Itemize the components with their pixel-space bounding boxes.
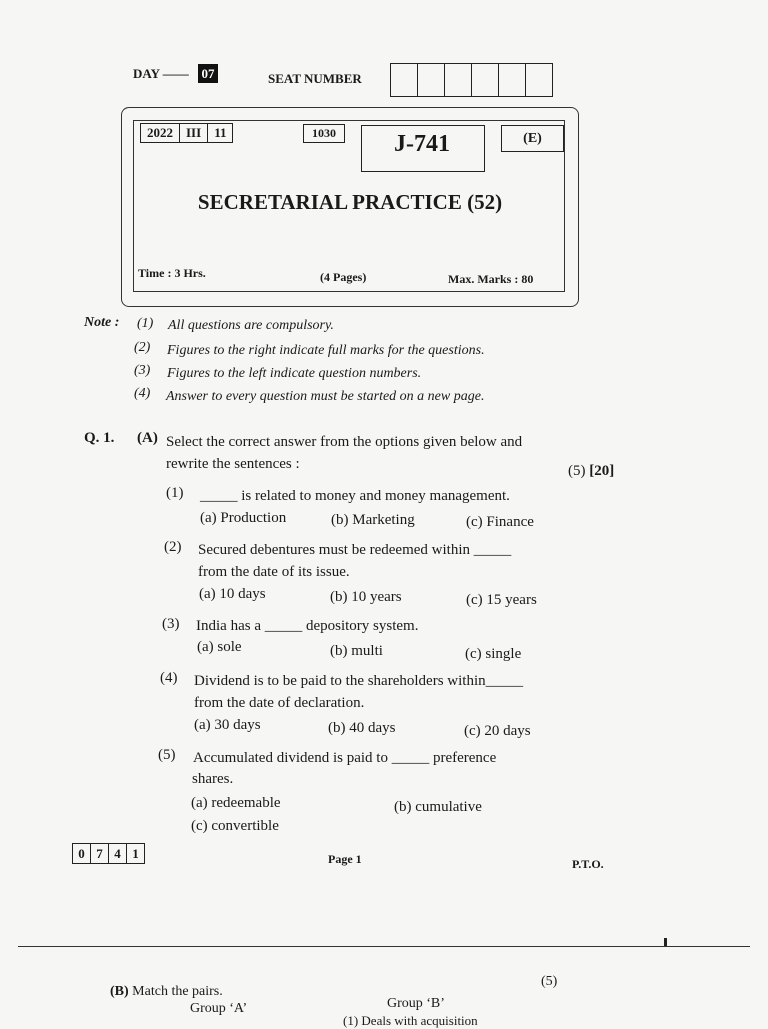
code-digit: 0 [73,844,91,863]
item-number: (3) [162,616,180,632]
section-b-marks: (5) [541,974,558,989]
option-b: (b) 10 years [330,589,402,605]
group-b-item: (1) Deals with acquisition [343,1013,478,1028]
note-text: Answer to every question must be started on a new page. [166,389,485,404]
code-digit: 7 [91,844,109,863]
center-code: 1030 [303,124,345,143]
seat-digit-box[interactable] [472,64,499,96]
code-digit: 1 [132,846,139,861]
section-b-label: (B) [110,984,129,999]
section-b-title: Match the pairs. [132,984,223,999]
seat-digit-box[interactable] [499,64,526,96]
note-text: Figures to the left indicate question numbers. [167,366,422,381]
option-b: (b) Marketing [331,512,415,528]
item-text-continued: from the date of declaration. [194,695,365,711]
option-a: (a) 30 days [194,717,261,733]
please-turn-over: P.T.O. [572,857,604,871]
seat-digit-box[interactable] [418,64,445,96]
item-number: (1) [166,485,184,501]
item-text: India has a _____ depository system. [196,618,419,634]
day-label: DAY —— [133,66,189,81]
seat-number-boxes[interactable] [390,63,553,97]
group-a-heading: Group ‘A’ [190,1001,248,1016]
option-c: (c) Finance [466,514,534,530]
option-a: (a) sole [197,639,242,655]
item-text: _____ is related to money and money management. [200,488,510,504]
subject-title: SECRETARIAL PRACTICE (52) [197,190,503,214]
paper-code-digits [72,843,145,864]
question-instruction: rewrite the sentences : [166,456,300,472]
option-c: (c) single [465,646,522,662]
page-count: (4 Pages) [320,270,367,284]
note-text: All questions are compulsory. [168,318,334,333]
seat-digit-box[interactable] [391,64,418,96]
max-marks: Max. Marks : 80 [448,272,534,286]
paper-code: J-741 [394,131,450,157]
item-number: (4) [160,670,178,686]
item-number: (2) [164,539,182,555]
exam-code-cells [140,123,233,143]
exam-year: 2022 [141,124,180,142]
item-text: Secured debentures must be redeemed within _____ [198,542,512,558]
page-number: Page 1 [328,852,362,866]
option-c: (c) 15 years [466,592,537,608]
item-text-continued: shares. [192,771,234,787]
item-text: Accumulated dividend is paid to _____ preference [193,750,497,766]
note-number: (4) [134,386,151,401]
item-number: (5) [158,747,176,763]
option-a: (a) redeemable [191,795,281,811]
question-section: (A) [137,430,158,446]
exam-term: III [180,124,208,142]
option-a: (a) 10 days [199,586,266,602]
note-number: (3) [134,363,151,378]
total-marks: [20] [589,463,615,479]
exam-time: Time : 3 Hrs. [138,266,206,280]
page-divider [18,946,750,947]
section-b-heading [110,984,223,1000]
exam-month: 11 [214,125,227,140]
seat-number-label: SEAT NUMBER [268,71,362,86]
section-marks: (5) [568,463,586,479]
group-b-heading: Group ‘B’ [387,996,445,1011]
question-instruction: Select the correct answer from the options given below and [166,434,523,450]
seat-digit-box[interactable] [445,64,472,96]
option-b: (b) multi [330,643,383,659]
day-number: 07 [198,64,218,83]
seat-digit-box[interactable] [526,64,552,96]
option-c: (c) convertible [191,818,279,834]
option-a: (a) Production [200,510,287,526]
option-c: (c) 20 days [464,723,531,739]
option-b: (b) cumulative [394,799,482,815]
code-digit: 4 [109,844,127,863]
note-number: (1) [137,316,154,331]
question-number: Q. 1. [84,430,115,446]
question-marks [568,463,614,480]
page-corner-mark [664,938,667,946]
note-text: Figures to the right indicate full marks for the questions. [167,343,485,358]
item-text-continued: from the date of its issue. [198,564,350,580]
note-number: (2) [134,340,151,355]
language-code: (E) [501,125,564,152]
item-text: Dividend is to be paid to the shareholders within_____ [194,673,524,689]
option-b: (b) 40 days [328,720,396,736]
note-label: Note : [84,315,120,330]
